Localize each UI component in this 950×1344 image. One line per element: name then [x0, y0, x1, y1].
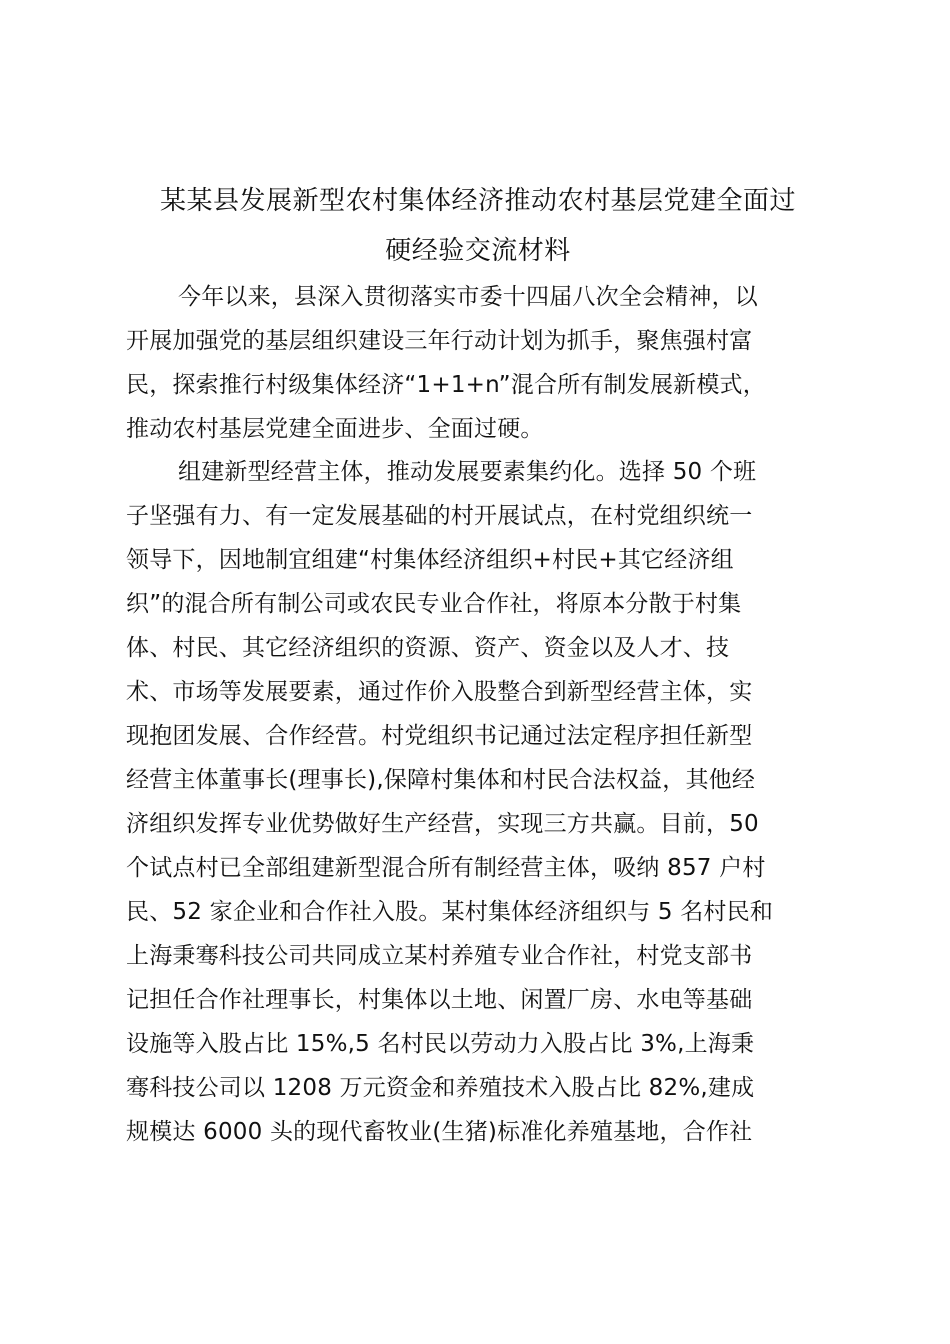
text-line: 骞科技公司以 1208 万元资金和养殖技术入股占比 82%,建成 [126, 1075, 755, 1101]
text-line: 规模达 6000 头的现代畜牧业(生猪)标准化养殖基地，合作社 [126, 1119, 753, 1145]
title-line: 硬经验交流材料 [385, 236, 571, 266]
text-line: 设施等入股占比 15%,5 名村民以劳动力入股占比 3%,上海秉 [126, 1031, 755, 1057]
title-line: 某某县发展新型农村集体经济推动农村基层党建全面过 [159, 186, 796, 216]
text-line: 民、52 家企业和合作社入股。某村集体经济组织与 5 名村民和 [126, 899, 774, 925]
text-line: 开展加强党的基层组织建设三年行动计划为抓手，聚焦强村富 [126, 328, 753, 354]
text-line: 经营主体董事长(理事长),保障村集体和村民合法权益，其他经 [126, 767, 756, 793]
text-line: 今年以来，县深入贯彻落实市委十四届八次全会精神，以 [178, 284, 758, 310]
paragraph-business-entity [126, 450, 828, 1154]
text-line: 组建新型经营主体，推动发展要素集约化。选择 50 个班 [178, 459, 757, 485]
text-line: 领导下，因地制宜组建“村集体经济组织+村民+其它经济组 [126, 547, 734, 573]
text-line: 济组织发挥专业优势做好生产经营，实现三方共赢。目前，50 [126, 811, 759, 837]
text-line: 记担任合作社理事长，村集体以土地、闲置厂房、水电等基础 [126, 987, 753, 1013]
text-line: 现抱团发展、合作经营。村党组织书记通过法定程序担任新型 [126, 723, 753, 749]
document-title [120, 176, 836, 276]
text-line: 术、市场等发展要素，通过作价入股整合到新型经营主体，实 [126, 679, 753, 705]
text-line: 织”的混合所有制公司或农民专业合作社，将原本分散于村集 [126, 591, 742, 617]
text-line: 民，探索推行村级集体经济“1+1+n”混合所有制发展新模式， [126, 372, 766, 398]
text-line: 推动农村基层党建全面进步、全面过硬。 [126, 416, 544, 442]
text-line: 个试点村已全部组建新型混合所有制经营主体，吸纳 857 户村 [126, 855, 766, 881]
text-line: 体、村民、其它经济组织的资源、资产、资金以及人才、技 [126, 635, 730, 661]
paragraph-intro [126, 275, 828, 451]
text-line: 上海秉骞科技公司共同成立某村养殖专业合作社，村党支部书 [126, 943, 753, 969]
text-line: 子坚强有力、有一定发展基础的村开展试点，在村党组织统一 [126, 503, 753, 529]
